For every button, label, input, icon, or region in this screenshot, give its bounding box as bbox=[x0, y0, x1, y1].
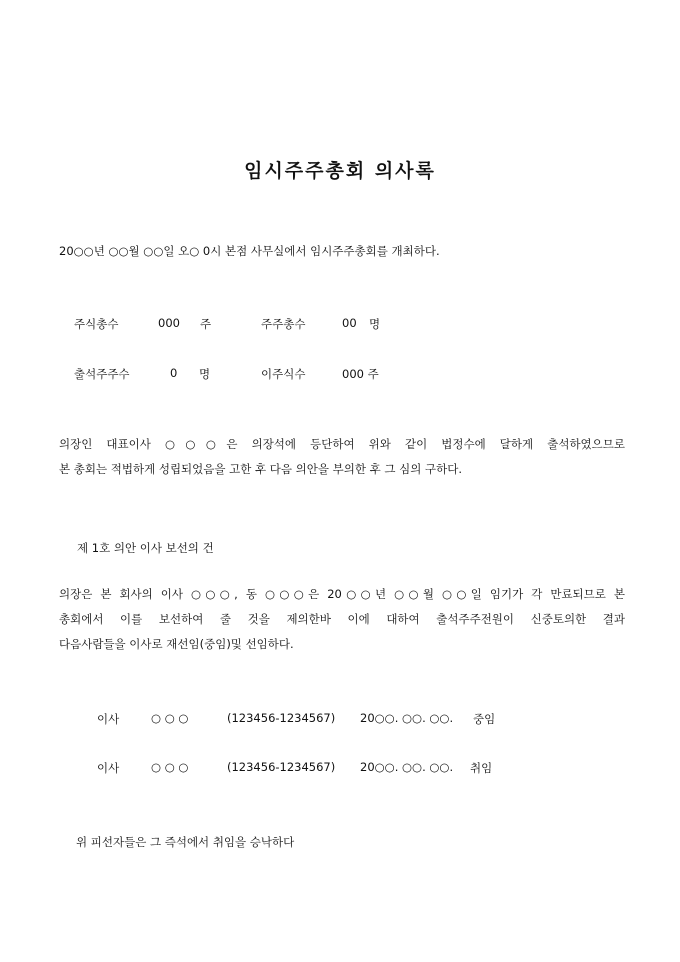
resolution bbox=[59, 582, 625, 657]
elected-type: 중임 bbox=[473, 712, 496, 726]
attending-shareholders-unit: 명 bbox=[199, 367, 211, 381]
elected-type: 취임 bbox=[470, 761, 493, 775]
page-title: 임시주주총회 의사록 bbox=[244, 160, 436, 182]
resolution-line: 다음사람들을 이사로 재선임(중임)및 선임하다. bbox=[59, 637, 294, 651]
attending-shareholders-label: 출석주주수 bbox=[74, 367, 130, 381]
elected-name: ○ ○ ○ bbox=[151, 711, 189, 725]
total-shareholders-label: 주주총수 bbox=[261, 317, 306, 331]
elected-role: 이사 bbox=[97, 712, 120, 726]
chair-statement bbox=[59, 432, 625, 482]
attending-shareholders-value: 0 bbox=[170, 366, 178, 380]
acceptance-statement: 위 피선자들은 그 즉석에서 취임을 승낙하다 bbox=[76, 835, 295, 849]
elected-role: 이사 bbox=[97, 761, 120, 775]
total-shares-value: 000 bbox=[158, 316, 180, 330]
total-shares-unit: 주 bbox=[200, 317, 212, 331]
resolution-line: 총회에서 이를 보선하여 줄 것을 제의한바 이에 대하여 출석주주전원이 신중토의한 결과 bbox=[59, 612, 625, 626]
elected-name: ○ ○ ○ bbox=[151, 760, 189, 774]
total-shares-label: 주식총수 bbox=[74, 317, 119, 331]
chair-statement-line: 본 총회는 적법하게 성립되었음을 고한 후 다음 의안을 부의한 후 그 심의 구하다. bbox=[59, 462, 463, 476]
elected-date: 20○○. ○○. ○○. bbox=[360, 711, 454, 725]
elected-id: (123456-1234567) bbox=[227, 711, 336, 725]
meeting-intro: 20○○년 ○○월 ○○일 오○ 0시 본점 사무실에서 임시주주총회를 개최하다. bbox=[59, 244, 440, 258]
shares-held-value: 000 주 bbox=[342, 367, 379, 381]
elected-id: (123456-1234567) bbox=[227, 760, 336, 774]
agenda-item: 제 1호 의안 이사 보선의 건 bbox=[77, 541, 214, 555]
shares-held-label: 이주식수 bbox=[261, 367, 306, 381]
resolution-line: 의장은 본 회사의 이사 ○○○, 동 ○○○은 20○○년 ○○월 ○○일 임기가 각 만료되므로 본 bbox=[59, 587, 625, 601]
total-shareholders-value: 00 bbox=[342, 316, 357, 330]
chair-statement-line: 의장인 대표이사 ○○○은 의장석에 등단하여 위와 같이 법정수에 달하게 출석하였으므로 bbox=[59, 437, 625, 451]
total-shareholders-unit: 명 bbox=[369, 317, 381, 331]
elected-date: 20○○. ○○. ○○. bbox=[360, 760, 454, 774]
